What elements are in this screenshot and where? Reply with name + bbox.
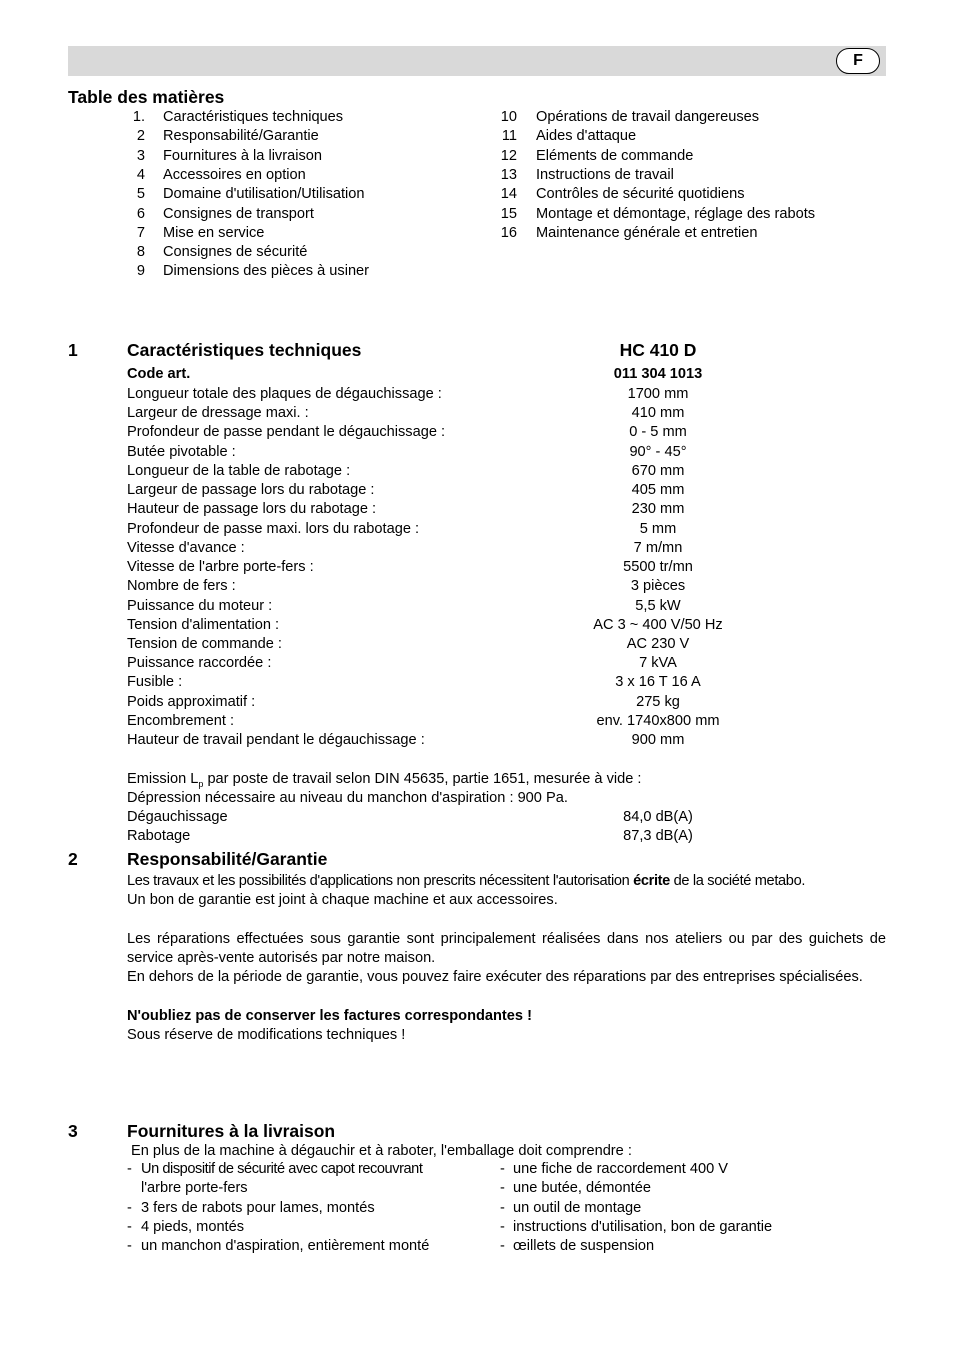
section-1-title: Caractéristiques techniques [127,340,362,360]
spec-value: 900 mm [631,732,685,749]
toc-item: Aides d'attaque [536,128,637,145]
toc-item: Responsabilité/Garantie [163,128,319,145]
spec-label: Largeur de passage lors du rabotage : [127,482,375,499]
spec-label: Profondeur de passe maxi. lors du rabotage : [127,520,420,537]
list-dash: - [127,1161,132,1177]
toc-item: Fournitures à la livraison [163,147,322,164]
section-2-title: Responsabilité/Garantie [127,849,328,869]
spec-label: Poids approximatif : [127,693,256,710]
toc-item: Caractéristiques techniques [163,109,344,125]
section-3-title: Fournitures à la livraison [127,1121,336,1141]
toc-item: Dimensions des pièces à usiner [163,263,370,280]
spec-label: Longueur de la table de rabotage : [127,462,351,479]
spec-label: Tension de commande : [127,635,282,652]
warranty-paragraph-4: En dehors de la période de garantie, vous pouvez faire exécuter des réparations par des entreprises spécialisées. [127,969,863,985]
list-dash: - [127,1238,132,1255]
spec-label: Puissance raccordée : [127,655,272,672]
delivery-item: un manchon d'aspiration, entièrement monté [141,1238,430,1255]
toc-item: Maintenance générale et entretien [536,224,758,241]
toc-item: Instructions de travail [536,166,674,183]
warranty-paragraph-2: Un bon de garantie est joint à chaque machine et aux accessoires. [127,892,558,908]
spec-value: AC 3 ~ 400 V/50 Hz [593,616,723,633]
toc-number: 5 [136,186,145,203]
list-dash: - [500,1180,505,1197]
spec-value: 230 mm [631,501,685,518]
spec-label: Vitesse de l'arbre porte-fers : [127,559,314,576]
spec-label: Puissance du moteur : [127,597,273,614]
toc-number: 2 [136,128,145,145]
delivery-item: instructions d'utilisation, bon de garantie [513,1218,773,1235]
spec-value: 670 mm [631,462,685,479]
spec-value: 1700 mm [627,386,689,402]
list-dash: - [500,1161,505,1177]
spec-label: Nombre de fers : [127,578,236,595]
spec-label: Longueur totale des plaques de dégauchissage : [127,386,442,402]
toc-number: 7 [136,224,145,241]
toc-number: 15 [500,205,517,222]
spec-label: Encombrement : [127,712,235,729]
spec-value: 0 - 5 mm [629,424,687,441]
toc-item: Domaine d'utilisation/Utilisation [163,186,365,203]
delivery-item: 4 pieds, montés [141,1218,245,1235]
depression-text: Dépression nécessaire au niveau du manchon d'aspiration : 900 Pa. [127,790,568,806]
list-dash: - [500,1199,505,1216]
noise-label: Dégauchissage [127,809,228,825]
section-3-number: 3 [68,1121,78,1141]
toc-title: Table des matières [68,87,225,107]
toc-number: 8 [136,244,145,261]
list-dash: - [500,1218,505,1235]
spec-label: Fusible : [127,674,183,691]
spec-value: 5500 tr/mn [623,559,693,576]
toc-item: Contrôles de sécurité quotidiens [536,186,745,203]
toc-item: Accessoires en option [163,166,306,183]
delivery-item: œillets de suspension [513,1238,655,1255]
noise-value: 87,3 dB(A) [623,828,693,845]
model-name: HC 410 D [619,340,697,360]
toc-number: 9 [136,263,145,280]
spec-value: 405 mm [631,482,685,499]
toc-number: 11 [501,128,517,145]
delivery-item: une butée, démontée [513,1180,651,1197]
section-2-number: 2 [68,849,78,869]
toc-item: Montage et démontage, réglage des rabots [536,205,816,222]
toc-item: Consignes de sécurité [163,244,308,261]
toc-number: 10 [500,109,517,125]
emission-text: Emission $L_p$ par poste de travail selon DIN 45635, partie 1651, mesurée à vide : [127,771,642,789]
warranty-notice: N'oubliez pas de conserver les factures correspondantes ! [127,1008,532,1024]
spec-value: 3 pièces [630,578,686,595]
toc-number: 14 [500,186,517,203]
noise-label: Rabotage [127,828,191,845]
toc-item: Mise en service [163,224,265,241]
spec-value: 275 kg [636,693,680,710]
delivery-item: un outil de montage [513,1199,642,1216]
spec-label: Profondeur de passe pendant le dégauchissage : [127,424,446,441]
toc-number: 12 [500,147,517,164]
spec-value: 5,5 kW [635,597,681,614]
noise-value: 84,0 dB(A) [623,809,693,825]
spec-value: env. 1740x800 mm [596,712,720,729]
spec-label: Vitesse d'avance : [127,539,245,556]
header-bar [68,46,886,76]
language-badge: F [836,48,880,74]
spec-label: Butée pivotable : [127,443,236,460]
spec-value: 410 mm [631,405,685,422]
spec-value: 5 mm [639,520,677,537]
toc-item: Eléments de commande [536,147,694,164]
spec-value: AC 230 V [626,635,690,652]
code-label: Code art. [127,366,191,382]
delivery-item-continued: l'arbre porte-fers [141,1180,248,1197]
spec-value: 90° - 45° [629,443,687,460]
list-dash: - [127,1199,132,1216]
spec-label: Hauteur de travail pendant le dégauchissage : [127,732,425,749]
spec-label: Hauteur de passage lors du rabotage : [127,501,377,518]
delivery-intro: En plus de la machine à dégauchir et à raboter, l'emballage doit comprendre : [131,1143,632,1159]
toc-item: Opérations de travail dangereuses [536,109,760,125]
delivery-item: une fiche de raccordement 400 V [513,1161,728,1177]
spec-value: 7 kVA [639,655,677,672]
toc-number: 4 [136,166,145,183]
spec-label: Largeur de dressage maxi. : [127,405,309,422]
warranty-paragraph-1: Les travaux et les possibilités d'applications non prescrits nécessitent l'autorisation écrite de la société metabo. [127,873,806,889]
section-1-number: 1 [68,340,78,360]
spec-label: Tension d'alimentation : [127,616,280,633]
spec-value: 3 x 16 T 16 A [615,674,701,691]
warranty-reserve: Sous réserve de modifications techniques ! [127,1027,406,1043]
toc-number: 13 [500,166,517,183]
toc-item: Consignes de transport [163,205,314,222]
list-dash: - [127,1218,132,1235]
spec-value: 7 m/mn [633,539,683,556]
list-dash: - [500,1238,505,1255]
warranty-paragraph-3: Les réparations effectuées sous garantie sont principalement réalisées dans nos ateliers ou par des guichets de service après-vente autorisés par notre maison. [127,931,886,967]
code-value: 011 304 1013 [613,366,703,382]
delivery-item: 3 fers de rabots pour lames, montés [141,1199,375,1216]
toc-number: 6 [136,205,145,222]
toc-number: 3 [136,147,145,164]
toc-number: 16 [500,224,517,241]
toc-number: 1. [132,109,145,125]
delivery-item: Un dispositif de sécurité avec capot recouvrant [141,1161,423,1177]
